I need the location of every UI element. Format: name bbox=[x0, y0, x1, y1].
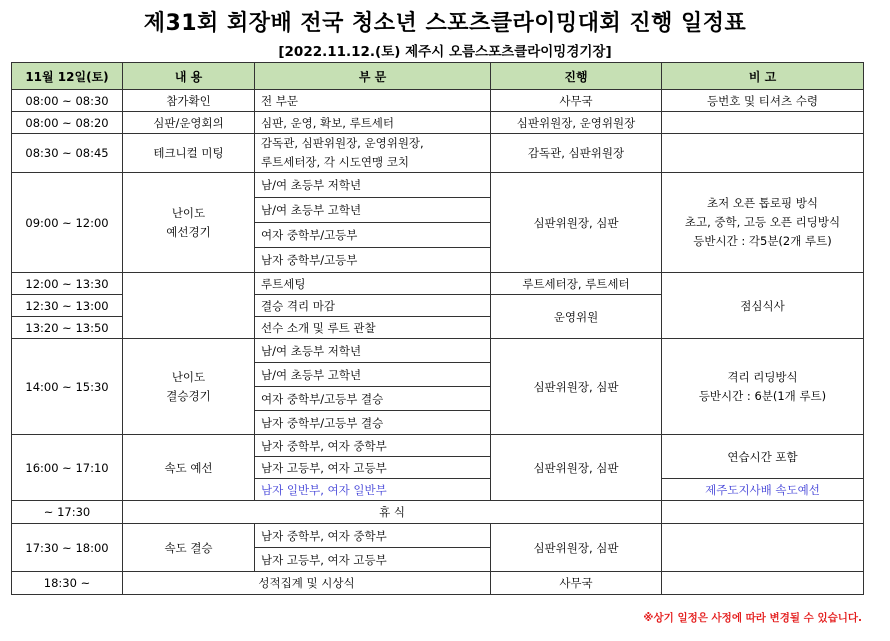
time-cell: 09:00 ~ 12:00 bbox=[12, 173, 123, 273]
content-cell: 참가확인 bbox=[123, 90, 255, 112]
staff-cell: 심판위원장, 심판 bbox=[491, 435, 662, 501]
division-line: 루트세터장, 각 시도연맹 코치 bbox=[261, 155, 409, 169]
header-note: 비 고 bbox=[662, 63, 864, 90]
note-line: 격리 리딩방식 bbox=[727, 369, 798, 384]
table-row bbox=[12, 524, 864, 548]
content-cell bbox=[123, 273, 255, 339]
header-row bbox=[12, 63, 864, 90]
content-cell: 휴 식 bbox=[123, 501, 662, 524]
division-cell bbox=[255, 134, 491, 173]
table-row bbox=[12, 273, 864, 295]
staff-cell: 사무국 bbox=[491, 90, 662, 112]
staff-cell: 심판위원장, 심판 bbox=[491, 173, 662, 273]
staff-cell: 심판위원장, 운영위원장 bbox=[491, 112, 662, 134]
header-content: 내 용 bbox=[123, 63, 255, 90]
content-line: 결승경기 bbox=[166, 388, 211, 403]
note-cell bbox=[662, 501, 864, 524]
header-staff: 진행 bbox=[491, 63, 662, 90]
division-cell: 남자 중학부, 여자 중학부 bbox=[255, 435, 491, 457]
staff-cell: 심판위원장, 심판 bbox=[491, 524, 662, 572]
time-cell: 18:30 ~ bbox=[12, 572, 123, 595]
division-cell: 결승 격리 마감 bbox=[255, 295, 491, 317]
table-row bbox=[12, 112, 864, 134]
time-cell: 16:00 ~ 17:10 bbox=[12, 435, 123, 501]
staff-cell: 사무국 bbox=[491, 572, 662, 595]
content-cell bbox=[123, 173, 255, 273]
division-cell: 남자 중학부/고등부 bbox=[255, 248, 491, 273]
table-row bbox=[12, 90, 864, 112]
note-line: 초저 오픈 톱로핑 방식 bbox=[707, 196, 818, 210]
note-cell: 등번호 및 티셔츠 수령 bbox=[662, 90, 864, 112]
content-cell: 속도 예선 bbox=[123, 435, 255, 501]
time-cell: 13:20 ~ 13:50 bbox=[12, 317, 123, 339]
division-cell: 전 부문 bbox=[255, 90, 491, 112]
note-line: 초고, 중학, 고등 오픈 리딩방식 bbox=[684, 215, 841, 229]
division-cell: 남자 일반부, 여자 일반부 bbox=[255, 479, 491, 501]
division-cell: 남자 고등부, 여자 고등부 bbox=[255, 548, 491, 572]
staff-cell: 심판위원장, 심판 bbox=[491, 339, 662, 435]
division-cell: 남/여 초등부 고학년 bbox=[255, 198, 491, 223]
content-cell: 테크니컬 미팅 bbox=[123, 134, 255, 173]
division-cell: 남자 중학부/고등부 결승 bbox=[255, 411, 491, 435]
table-row bbox=[12, 501, 864, 524]
time-cell: 12:30 ~ 13:00 bbox=[12, 295, 123, 317]
page-title: 제31회 회장배 전국 청소년 스포츠클라이밍대회 진행 일정표 bbox=[143, 11, 747, 36]
division-cell: 남자 고등부, 여자 고등부 bbox=[255, 457, 491, 479]
content-line: 난이도 bbox=[171, 369, 206, 384]
note-cell bbox=[662, 524, 864, 572]
time-cell: 08:00 ~ 08:20 bbox=[12, 112, 123, 134]
division-cell: 선수 소개 및 루트 관찰 bbox=[255, 317, 491, 339]
note-cell: 연습시간 포함 bbox=[662, 435, 864, 479]
content-line: 난이도 bbox=[171, 205, 206, 220]
note-cell bbox=[662, 339, 864, 435]
note-cell: 점심식사 bbox=[662, 273, 864, 339]
table-row bbox=[12, 134, 864, 173]
staff-cell: 감독관, 심판위원장 bbox=[491, 134, 662, 173]
division-cell: 심판, 운영, 확보, 루트세터 bbox=[255, 112, 491, 134]
time-cell: 12:00 ~ 13:30 bbox=[12, 273, 123, 295]
division-line: 감독관, 심판위원장, 운영위원장, bbox=[261, 136, 424, 150]
note-cell bbox=[662, 572, 864, 595]
note-line: 등반시간 : 각5분(2개 루트) bbox=[693, 234, 832, 248]
content-cell bbox=[123, 339, 255, 435]
content-cell: 성적집계 및 시상식 bbox=[123, 572, 491, 595]
time-cell: 14:00 ~ 15:30 bbox=[12, 339, 123, 435]
header-date: 11월 12일(토) bbox=[12, 63, 123, 90]
footnote: ※상기 일정은 사정에 따라 변경될 수 있습니다. bbox=[643, 612, 862, 624]
division-cell: 루트세팅 bbox=[255, 273, 491, 295]
note-cell bbox=[662, 134, 864, 173]
time-cell: 08:30 ~ 08:45 bbox=[12, 134, 123, 173]
time-cell: 08:00 ~ 08:30 bbox=[12, 90, 123, 112]
schedule-table bbox=[11, 62, 864, 595]
staff-cell: 루트세터장, 루트세터 bbox=[491, 273, 662, 295]
note-cell: 제주도지사배 속도예선 bbox=[662, 479, 864, 501]
content-cell: 심판/운영회의 bbox=[123, 112, 255, 134]
table-row bbox=[12, 339, 864, 363]
table-row bbox=[12, 435, 864, 457]
page-subtitle: [2022.11.12.(토) 제주시 오름스포츠클라이밍경기장] bbox=[278, 44, 612, 60]
note-line: 등반시간 : 6분(1개 루트) bbox=[698, 388, 827, 403]
content-cell: 속도 결승 bbox=[123, 524, 255, 572]
division-cell: 여자 중학부/고등부 결승 bbox=[255, 387, 491, 411]
note-cell bbox=[662, 173, 864, 273]
table-row bbox=[12, 572, 864, 595]
header-division: 부 문 bbox=[255, 63, 491, 90]
time-cell: 17:30 ~ 18:00 bbox=[12, 524, 123, 572]
content-line: 예선경기 bbox=[166, 224, 211, 239]
note-cell bbox=[662, 112, 864, 134]
division-cell: 남/여 초등부 저학년 bbox=[255, 339, 491, 363]
division-cell: 남/여 초등부 저학년 bbox=[255, 173, 491, 198]
table-row bbox=[12, 173, 864, 198]
time-cell: ~ 17:30 bbox=[12, 501, 123, 524]
division-cell: 남자 중학부, 여자 중학부 bbox=[255, 524, 491, 548]
division-cell: 여자 중학부/고등부 bbox=[255, 223, 491, 248]
division-cell: 남/여 초등부 고학년 bbox=[255, 363, 491, 387]
staff-cell: 운영위원 bbox=[491, 295, 662, 339]
